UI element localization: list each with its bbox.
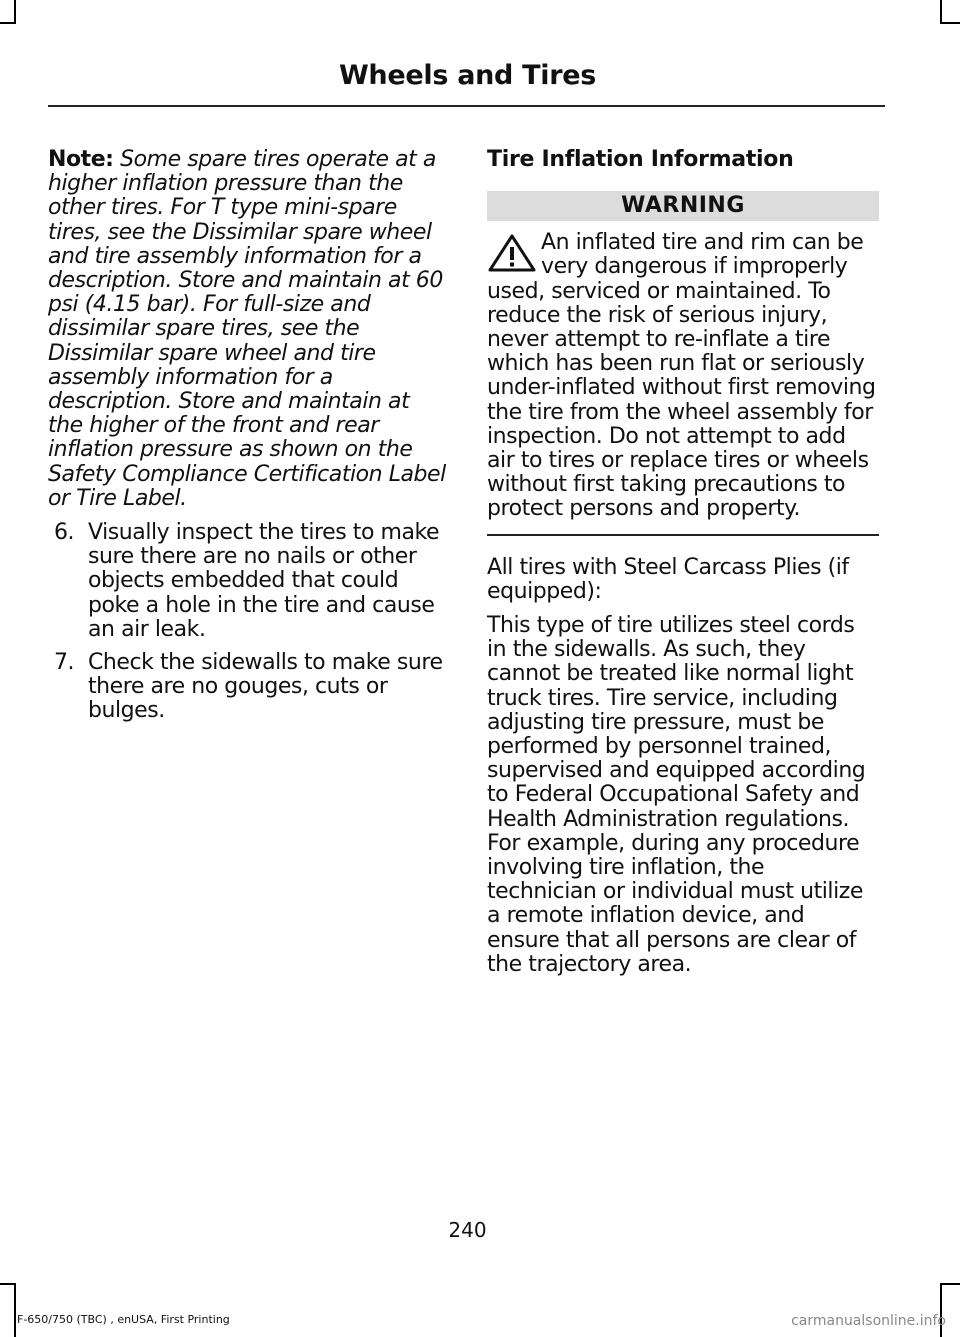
note-paragraph — [48, 148, 448, 511]
list-item — [48, 651, 448, 724]
body-paragraph: This type of tire utilizes steel cords in the sidewalls. As such, they cannot be treated like normal light truck tires. Tire service, including adjusting tire pressure, must be performed by personnel trained, supervised and equipped according to Federal Occupational Safety and Health Administration regulations. For example, during any procedure involving tire inflation, the technician or individual must utilize a remote inflation device, and ensure that all persons are clear of the trajectory area. — [487, 613, 866, 977]
left-column — [48, 148, 448, 733]
body-paragraph: All tires with Steel Carcass Plies (if equipped): — [487, 554, 849, 604]
crop-mark — [14, 1283, 16, 1337]
title-divider — [48, 105, 885, 107]
crop-mark — [940, 1283, 960, 1285]
page-number: 240 — [448, 1218, 487, 1242]
crop-mark — [0, 1283, 16, 1285]
note-text: Some spare tires operate at a higher inflation pressure than the other tires. For T type mini-spare tires, see the Dissimilar spare wheel and tire assembly information for a description. Store and maintain at 60 psi (4.15 bar). For full-size and dissimilar spare tires, see the Dissimilar spare wheel and tire assembly information for a description. Store and maintain at the higher of the front and rear inflation pressure as shown on the Safety Compliance Certification Label or Tire Label. — [48, 147, 446, 511]
page-title: Wheels and Tires — [338, 60, 597, 91]
warning-triangle-icon — [487, 233, 537, 273]
warning-banner: WARNING — [487, 191, 879, 221]
step-number: 7. — [54, 650, 75, 676]
warning-text: An inflated tire and rim can be very dangerous if improperly used, serviced or maintained. To reduce the risk of serious injury, never attempt to re-inflate a tire which has been run flat or seriously under-inflated without first removing the tire from the wheel assembly for inspection. Do not attempt to add air to tires or replace tires or wheels without first taking precautions to protect persons and property. — [487, 230, 876, 522]
section-heading: Tire Inflation Information — [487, 147, 794, 172]
crop-mark — [940, 22, 960, 24]
edition-footer: F-650/750 (TBC) , enUSA, First Printing — [17, 1313, 230, 1326]
crop-mark — [940, 0, 942, 24]
warning-body — [487, 231, 879, 521]
crop-mark — [0, 22, 16, 24]
warning-divider — [487, 534, 879, 536]
step-text: Check the sidewalls to make sure there are no gouges, cuts or bulges. — [88, 650, 443, 724]
right-column — [487, 148, 879, 987]
list-item — [48, 521, 448, 642]
watermark: carmanualsonline.info — [791, 1313, 946, 1329]
step-text: Visually inspect the tires to make sure there are no nails or other objects embedded that could poke a hole in the tire and cause an air leak. — [88, 520, 440, 642]
note-label: Note: — [48, 147, 114, 172]
crop-mark — [14, 0, 16, 24]
step-number: 6. — [54, 520, 75, 546]
